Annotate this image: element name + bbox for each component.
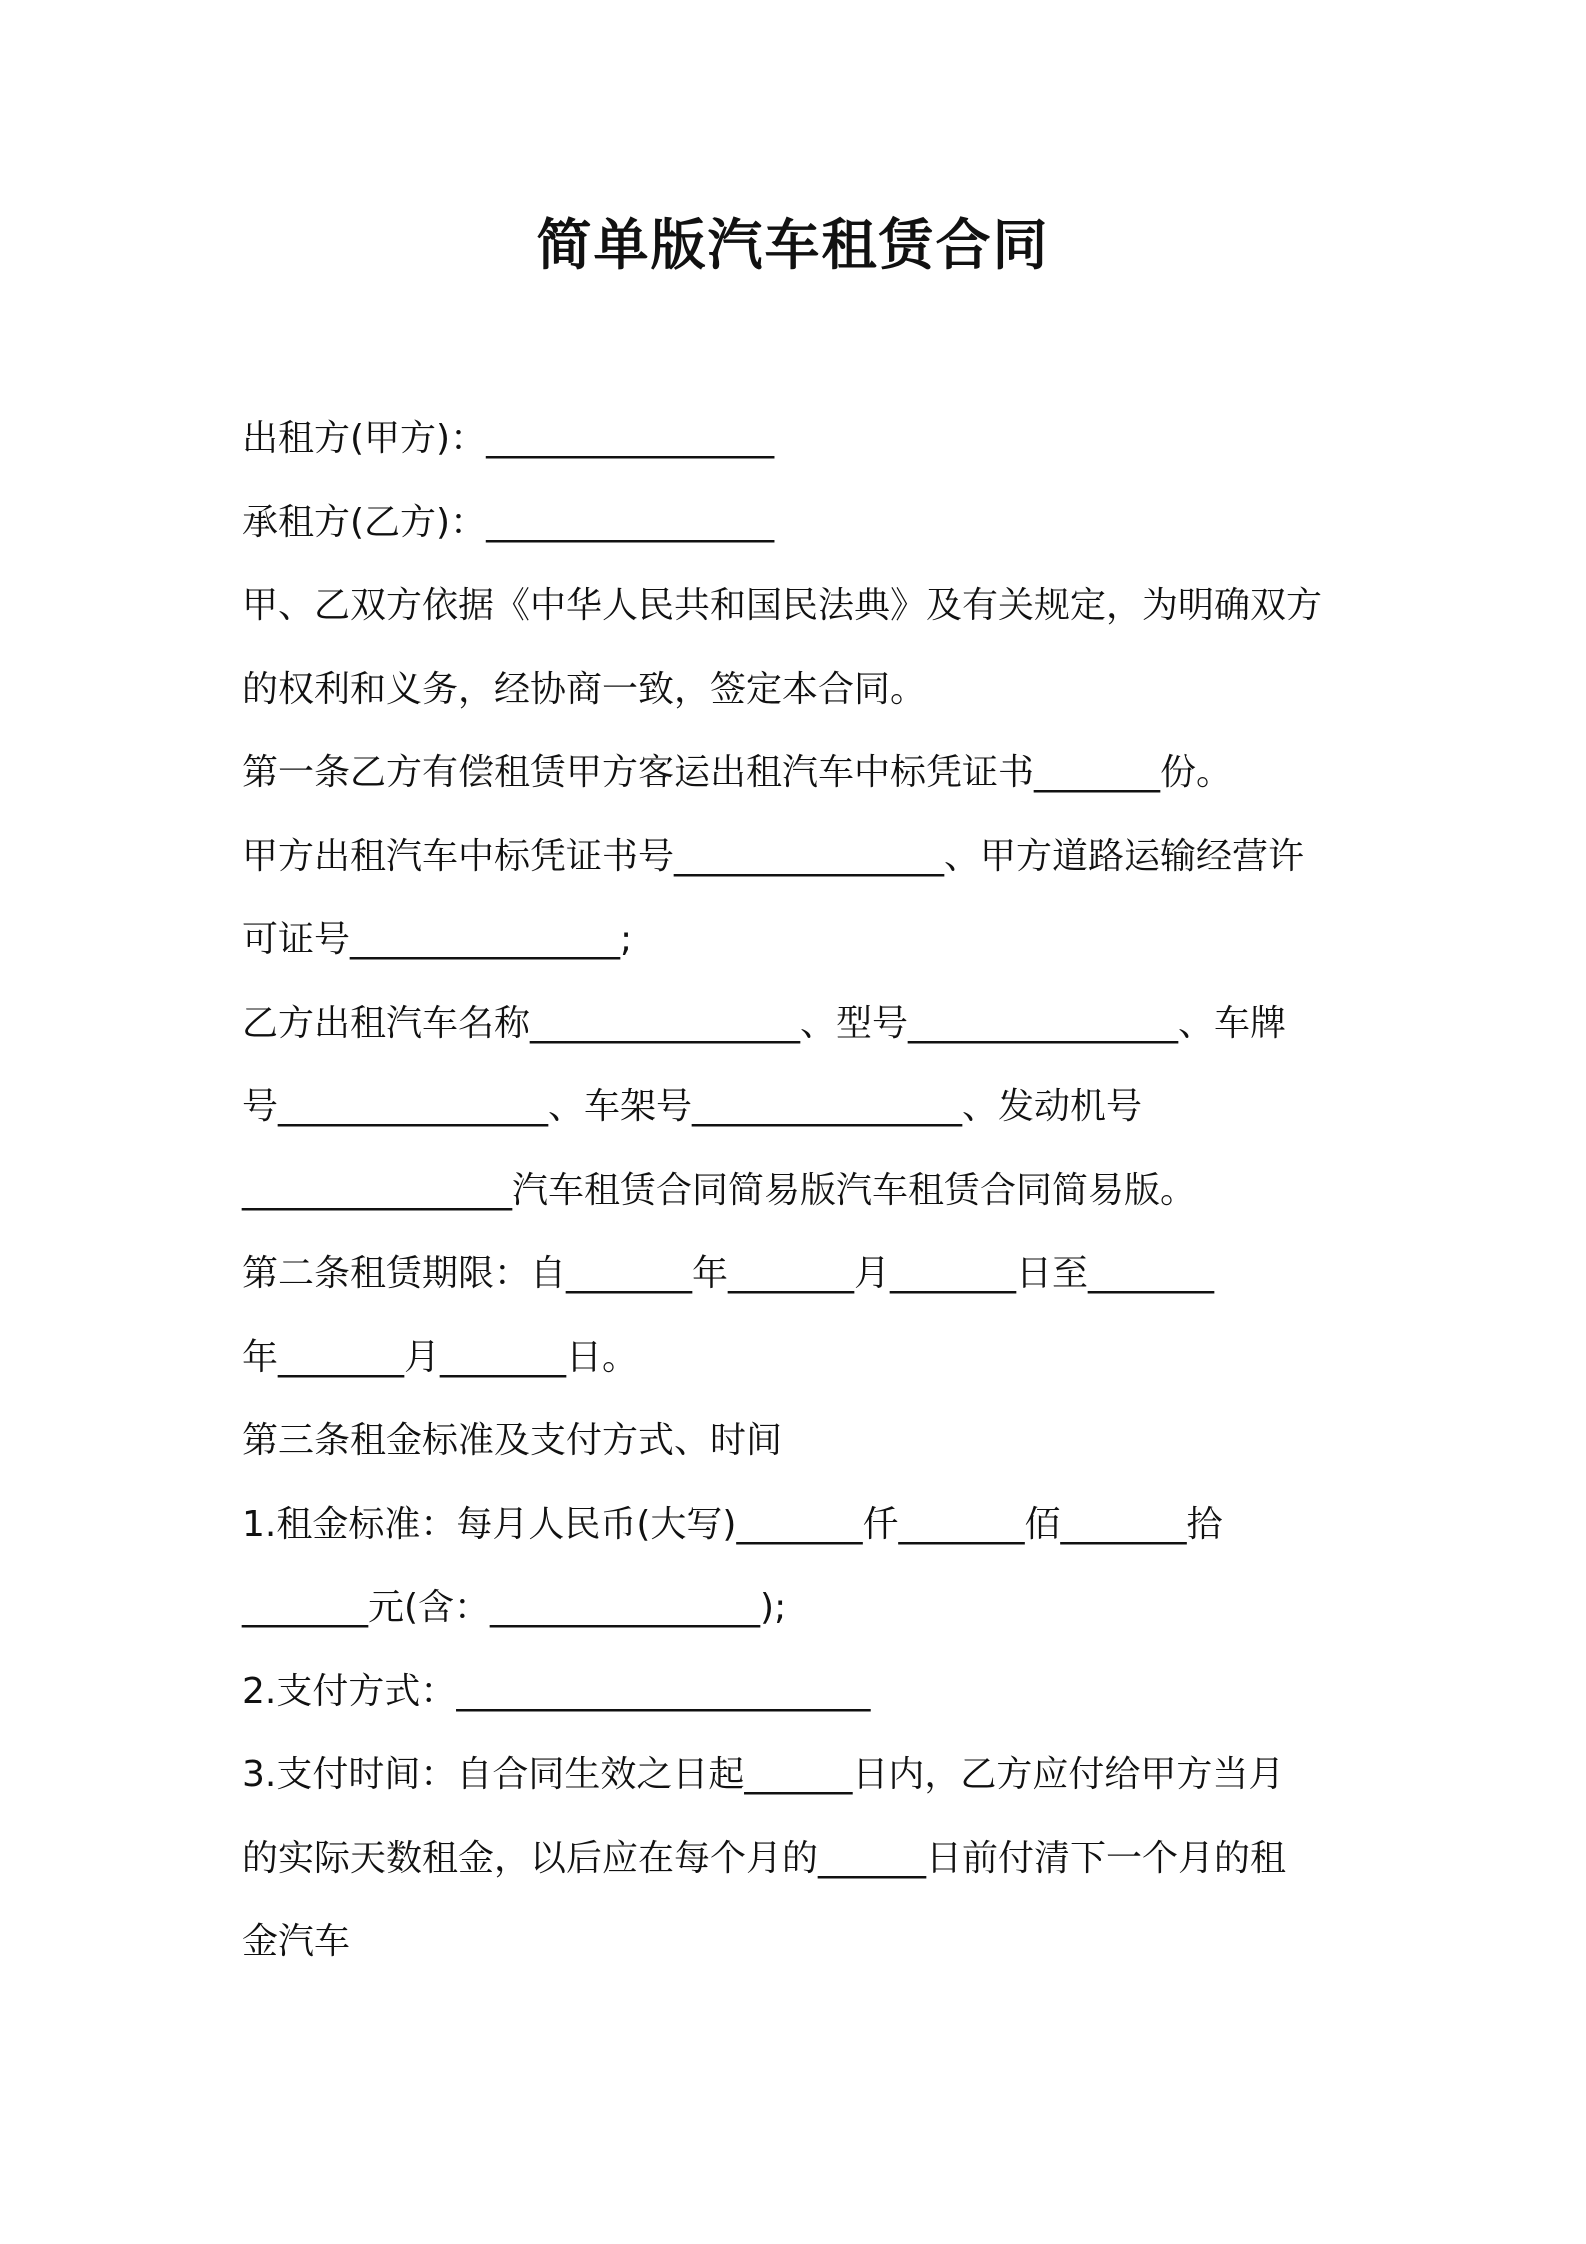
article-3-heading: 第三条租金标准及支付方式、时间 [242, 1420, 783, 1461]
vehicle-frame-line: 号_______________、车架号_______________、发动机号 [242, 1086, 1143, 1127]
lessor-line: 出租方(甲方)：________________ [242, 418, 775, 459]
payment-time-line-1: 3.支付时间：自合同生效之日起______日内，乙方应付给甲方当月 [242, 1754, 1285, 1795]
preamble-line-1: 甲、乙双方依据《中华人民共和国民法典》及有关规定，为明确双方 [242, 585, 1323, 626]
certificate-number-line: 甲方出租汽车中标凭证书号_______________、甲方道路运输经营许 [242, 835, 1305, 877]
preamble-line-2: 的权利和义务，经协商一致，签定本合同。 [242, 668, 927, 710]
rent-standard-line-2: _______元(含：_______________); [242, 1587, 787, 1628]
contract-body [242, 397, 1362, 1984]
article-1-line: 第一条乙方有偿租赁甲方客运出租汽车中标凭证书_______份。 [242, 752, 1233, 793]
lessee-line: 承租方(乙方)：________________ [242, 501, 775, 543]
payment-time-line-3: 金汽车 [242, 1921, 351, 1962]
rent-standard-line-1: 1.租金标准：每月人民币(大写)_______仟_______佰_______拾 [242, 1503, 1223, 1545]
article-2-line-1: 第二条租赁期限：自_______年_______月_______日至_______ [242, 1253, 1215, 1294]
vehicle-engine-line: _______________汽车租赁合同简易版汽车租赁合同简易版。 [242, 1169, 1197, 1211]
license-number-line: 可证号_______________; [242, 919, 633, 960]
vehicle-name-line: 乙方出租汽车名称_______________、型号_______________、车牌 [242, 1002, 1287, 1044]
article-2-line-2: 年_______月_______日。 [242, 1336, 639, 1378]
payment-time-line-2: 的实际天数租金，以后应在每个月的______日前付清下一个月的租 [242, 1837, 1287, 1879]
document-title: 简单版汽车租赁合同 [536, 213, 1050, 277]
payment-method-line: 2.支付方式：_______________________ [242, 1670, 871, 1712]
